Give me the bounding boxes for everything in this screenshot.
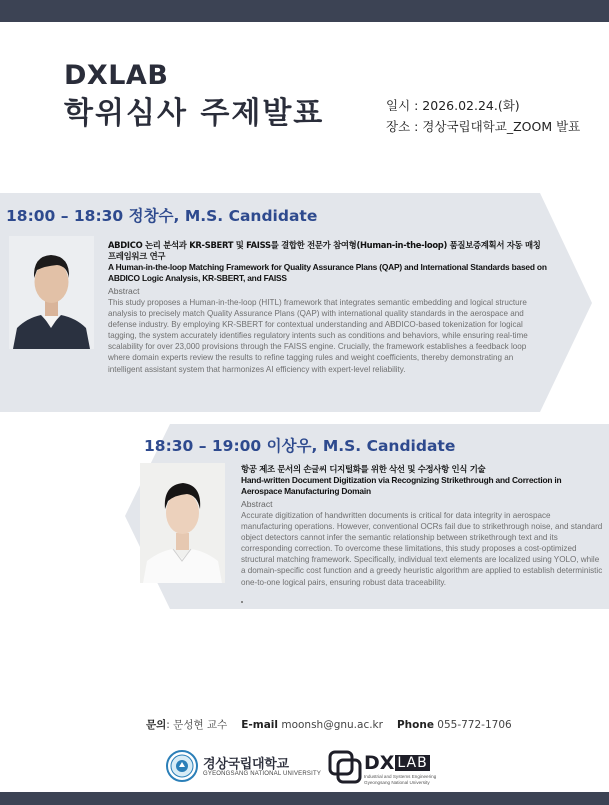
session-1-title-en: A Human-in-the-loop Matching Framework for Quality Assurance Plans (QAP) and International Standards based on ABDICO Logic Analysis, KR-SBERT, and FAISS (108, 262, 547, 283)
phone-label: Phone (396, 719, 434, 731)
session-2-abstract-heading: Abstract (241, 499, 273, 509)
lab-brand: DXLAB (64, 60, 169, 91)
session-1-title-ko: ABDICO 논리 분석과 KR-SBERT 및 FAISS를 결합한 전문가 참여형(Human-in-the-loop) 품질보증계획서 자동 매칭 프레임워크 연구 (108, 240, 541, 261)
session-2-photo (140, 463, 225, 583)
session-2-title-ko: 항공 제조 문서의 손글씨 디지털화를 위한 삭선 및 수정사항 인식 기술 (241, 464, 486, 474)
university-seal-icon (166, 750, 198, 782)
session-1-abstract: This study proposes a Human-in-the-loop (HITL) framework that integrates semantic embedding and logical structure analysis to precisely match Quality Assurance Plans (QAP) with international quality standards in the aerospace and defense industry. By employing KR-SBERT for contextual understanding and ABDICO-based tokenization for logical tagging, the system accurately identifies regulatory intents such as conditions and behaviors, while ensuring real-time scalability for over 23,000 provisions through the FAISS engine. Crucially, the framework establishes a feedback loop where domain experts review the results to refine tagging rules and weight coefficients, thereby demonstrating an intelligent assistant system that harmonizes AI efficiency with expert-level reliability. (108, 298, 528, 374)
contact-line (146, 717, 512, 732)
session-1-time: 18:00 – 18:30 정창수, M.S. Candidate (6, 207, 318, 225)
session-2-abstract: Accurate digitization of handwritten documents is critical for data integrity in aerospace manufacturing operations. However, conventional OCRs fail due to strikethrough noise, and standard object detectors cannot infer the semantic relationship between strikethrough text and its corresponding correction. To overcome these limitations, this study proposes a cost-optimized structural matching framework. Specifically, individual text elements are localized using YOLO, while a domain-specific cost function and a greedy heuristic algorithm are applied to establish deterministic one-to-one logical pairs, ensuring robust data traceability. (241, 511, 603, 587)
phone-value: 055-772-1706 (437, 719, 512, 731)
email-value[interactable]: moonsh@gnu.ac.kr (281, 719, 383, 731)
session-2-time: 18:30 – 19:00 이상우, M.S. Candidate (144, 437, 456, 455)
person-photo-icon (140, 463, 225, 583)
decorative-dot (241, 601, 243, 603)
dxlab-logo-mark-icon (327, 749, 363, 785)
dxlab-logo (327, 749, 447, 785)
bottom-bar (0, 792, 609, 805)
university-name: 경상국립대학교 (203, 757, 289, 772)
dxlab-name-lab: LAB (397, 755, 428, 771)
session-2-content (241, 464, 603, 588)
event-info (386, 95, 580, 137)
university-logo (166, 750, 322, 784)
session-1-content (108, 240, 548, 375)
session-2-title-en: Hand-written Document Digitization via Recognizing Strikethrough and Correction in Aerospace Manufacturing Domain (241, 475, 562, 496)
email-label: E-mail (241, 719, 278, 731)
page-title: 학위심사 주제발표 (64, 96, 325, 131)
top-bar (0, 0, 609, 22)
event-date: 일시 : 2026.02.24.(화) (386, 98, 520, 113)
dxlab-subtitle-2: Gyeongsang National University (364, 779, 430, 785)
session-1-photo (9, 236, 94, 349)
dxlab-name-dx: DX (364, 752, 395, 774)
event-place: 장소 : 경상국립대학교_ZOOM 발표 (386, 119, 581, 134)
dxlab-name (364, 752, 430, 774)
university-name-en: GYEONGSANG NATIONAL UNIVERSITY (203, 771, 322, 777)
person-photo-icon (9, 236, 94, 349)
inquiry-label: 문의 (146, 719, 167, 731)
dxlab-subtitle (364, 774, 436, 785)
inquiry-value: : 문성현 교수 (166, 719, 228, 731)
dxlab-subtitle-1: Industrial and Systems Engineering (364, 774, 437, 779)
session-1-abstract-heading: Abstract (108, 286, 140, 296)
